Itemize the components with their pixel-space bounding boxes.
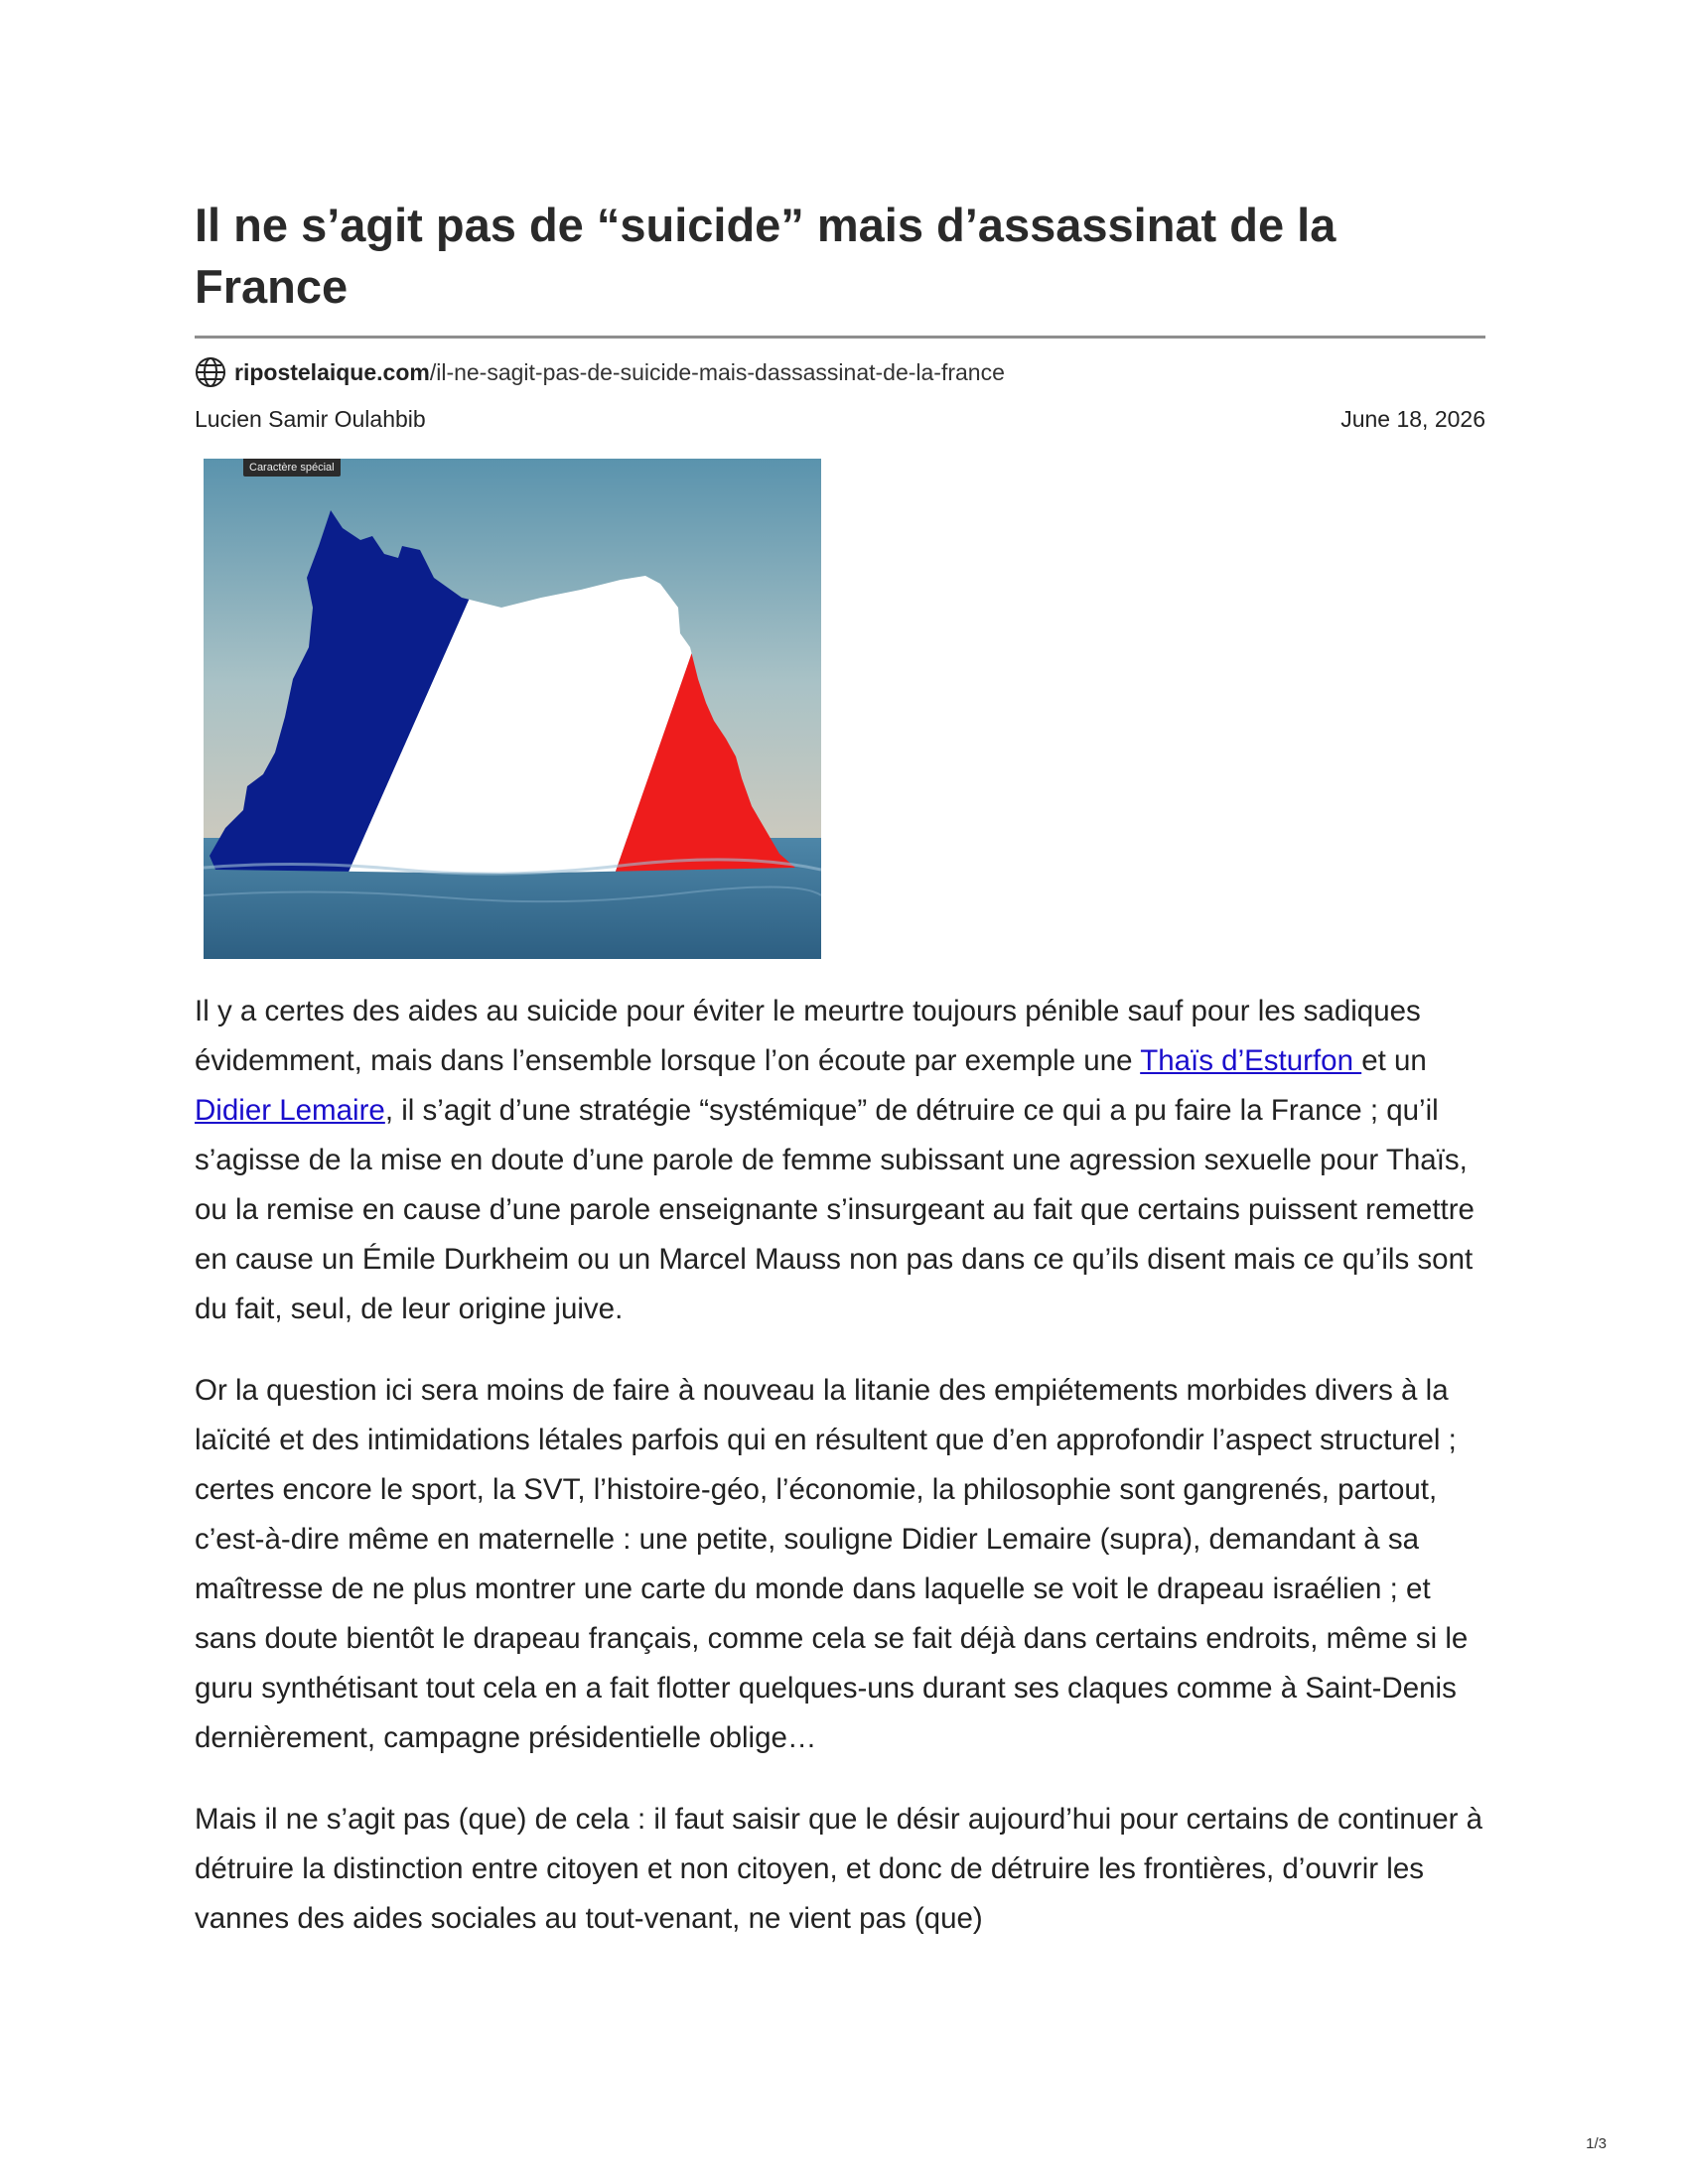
paragraph-1-text-a: Il y a certes des aides au suicide pour éviter le meurtre toujours pénible sauf pour les sadiques évidemment, mais dans l’ensemble lorsque l’on écoute par exemple une: [195, 995, 1421, 1077]
document-page: [195, 195, 1485, 1976]
link-thais-desturfon[interactable]: Thaïs d’Esturfon: [1140, 1044, 1362, 1077]
publish-date: June 18, 2026: [1340, 406, 1485, 432]
link-didier-lemaire[interactable]: Didier Lemaire: [195, 1094, 385, 1127]
hero-image: [204, 459, 821, 959]
globe-icon: [195, 356, 226, 388]
title-divider: [195, 336, 1485, 339]
image-badge: Caractère spécial: [243, 459, 341, 477]
paragraph-1-text-b: et un: [1361, 1044, 1427, 1077]
byline: [195, 406, 1485, 433]
author: Lucien Samir Oulahbib: [195, 406, 426, 432]
page-number: 1/3: [1586, 2135, 1607, 2152]
article-title: Il ne s’agit pas de “suicide” mais d’assassinat de la France: [195, 199, 1336, 313]
source-domain: ripostelaique.com: [234, 358, 430, 385]
paragraph-1-text-c: , il s’agit d’une stratégie “systémique” de détruire ce qui a pu faire la France ; qu’il s’agisse de la mise en doute d’une parole de femme subissant une agression sexuelle pour Thaïs, ou la remise en cause d’une parole enseignante s’insurgeant au fait que certains puissent remettre en cause un Émile Durkheim ou un Marcel Mauss non pas dans ce qu’ils disent mais ce qu’ils sont du fait, seul, de leur origine juive.: [195, 1094, 1475, 1325]
paragraph-3: Mais il ne s’agit pas (que) de cela : il faut saisir que le désir aujourd’hui pour certains de continuer à détruire la distinction entre citoyen et non citoyen, et donc de détruire les frontières, d’ouvrir les vannes des aides sociales au tout-venant, ne vient pas (que): [195, 1803, 1483, 1935]
paragraph-2: Or la question ici sera moins de faire à nouveau la litanie des empiétements morbides divers à la laïcité et des intimidations létales parfois qui en résultent que d’en approfondir l’aspect structurel ; certes encore le sport, la SVT, l’histoire-géo, l’économie, la philosophie sont gangrenés, partout, c’est-à-dire même en maternelle : une petite, souligne Didier Lemaire (supra), demandant à sa maîtresse de ne plus montrer une carte du monde dans laquelle se voit le drapeau israélien ; et sans doute bientôt le drapeau français, comme cela se fait déjà dans certains endroits, même si le guru synthétisant tout cela en a fait flotter quelques-uns durant ses claques comme à Saint-Denis dernièrement, campagne présidentielle oblige…: [195, 1374, 1469, 1754]
source-path: /il-ne-sagit-pas-de-suicide-mais-dassassinat-de-la-france: [429, 358, 1005, 385]
source-line: [195, 355, 1485, 389]
sinking-flag-iceberg-image: [204, 459, 821, 959]
article-body: [195, 987, 1485, 1944]
paragraph-1: [195, 987, 1489, 1334]
